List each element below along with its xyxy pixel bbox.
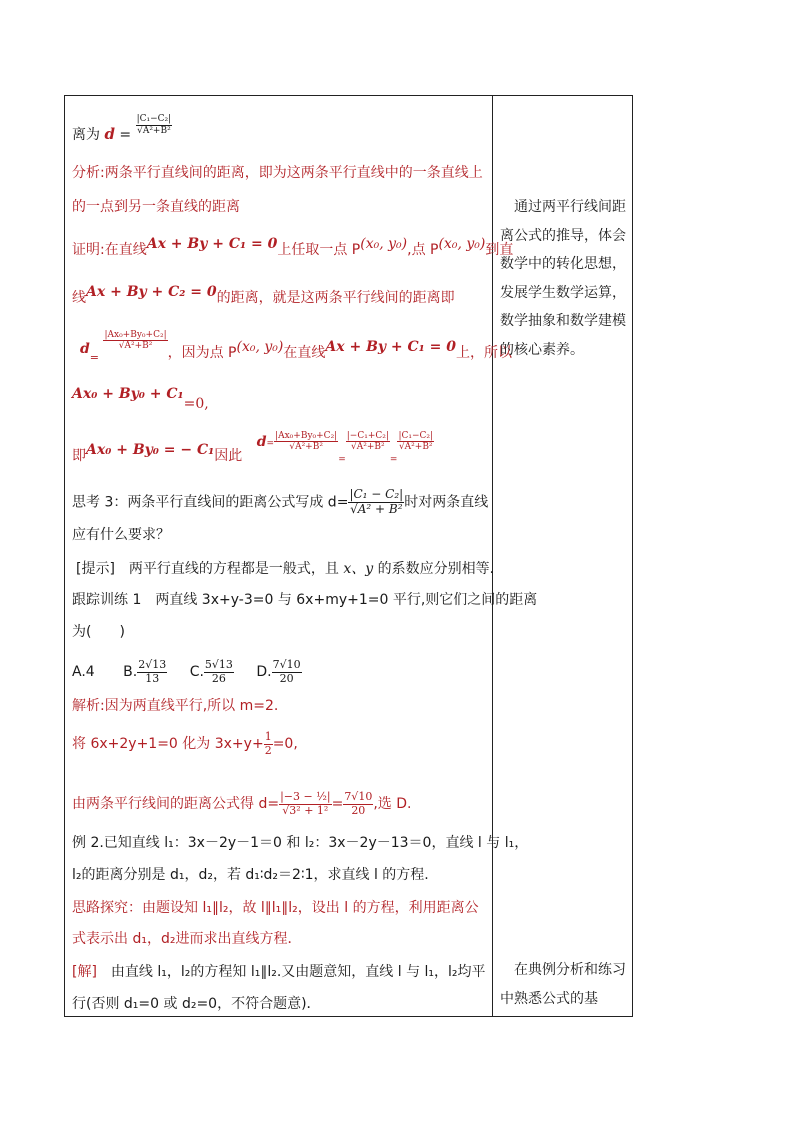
fraction-final-2 bbox=[346, 431, 390, 453]
proof-text-b: 上任取一点 P bbox=[277, 242, 361, 258]
fraction-numerator: 1 bbox=[264, 730, 272, 743]
hint-text-a: [提示] 两平行直线的方程都是一般式，且 bbox=[76, 561, 344, 577]
equation-line-1: Ax + By + C₁ = 0 bbox=[146, 236, 278, 252]
fraction-numerator: 7√10 bbox=[272, 658, 301, 671]
fraction-final-1 bbox=[274, 431, 338, 453]
fraction-denominator: √A²+B² bbox=[137, 125, 171, 136]
idea-line-1: 思路探究：由题设知 l₁∥l₂，故 l∥l₁∥l₂，设出 l 的方程，利用距离公 bbox=[72, 900, 479, 916]
line-distance-formula bbox=[72, 114, 172, 146]
analysis-line-1: 分析:两条平行直线间的距离，即为这两条平行直线中的一条直线上 bbox=[72, 165, 483, 181]
fraction-numerator: |Ax₀+By₀+C₂| bbox=[104, 330, 167, 340]
options-line bbox=[72, 659, 302, 685]
side-note-1: 通过两平行线间距离公式的推导，体会数学中的转化思想，发展学生数学运算，数学抽象和数学建模的核心素养。 bbox=[500, 199, 626, 358]
equals-sign-3: = bbox=[266, 438, 275, 449]
proof-text-j: =0, bbox=[183, 396, 209, 412]
fraction-denominator: 26 bbox=[211, 671, 226, 685]
proof-text-i: 上，所以 bbox=[456, 344, 513, 361]
solution-line-1: 解析:因为两直线平行,所以 m=2. bbox=[72, 698, 279, 714]
fraction-numerator: 5√13 bbox=[204, 658, 233, 671]
proof-text-c: ,点 P bbox=[407, 242, 439, 258]
column-divider bbox=[492, 95, 493, 1017]
answer-line-1 bbox=[72, 962, 486, 982]
equation-ax0-neg-c1: Ax₀ + By₀ = − C₁ bbox=[86, 441, 215, 458]
fraction-numerator: |Ax₀+By₀+C₂| bbox=[275, 431, 338, 441]
fraction-denominator: √A²+B² bbox=[398, 442, 433, 453]
fraction-denominator: 20 bbox=[279, 671, 294, 685]
proof-text-k: 即 bbox=[72, 447, 86, 464]
exercise-1-line-1: 跟踪训练 1 两直线 3x+y-3=0 与 6x+my+1=0 平行,则它们之间的距离 bbox=[72, 592, 538, 608]
proof-text-h: 在直线 bbox=[283, 344, 326, 361]
fraction-denominator: 2 bbox=[264, 743, 272, 757]
fraction-denominator: √A²+B² bbox=[289, 442, 323, 453]
text-prefix: 离为 bbox=[72, 127, 100, 143]
idea-line-2: 式表示出 d₁，d₂进而求出直线方程． bbox=[72, 931, 302, 947]
think-3-text-b: 时对两条直线 bbox=[404, 494, 489, 511]
think-3-line-2: 应有什么要求？ bbox=[72, 527, 170, 543]
fraction-numerator: 2√13 bbox=[138, 658, 167, 671]
answer-text: 由直线 l₁，l₂的方程知 l₁∥l₂.又由题意知，直线 l 与 l₁，l₂均平 bbox=[96, 964, 486, 980]
fraction-ax0 bbox=[103, 330, 167, 352]
fraction-denominator: √A²+B² bbox=[118, 341, 153, 352]
example-2-line-2: l₂的距离分别是 d₁，d₂，若 d₁∶d₂＝2∶1，求直线 l 的方程. bbox=[72, 867, 429, 883]
proof-line-1 bbox=[72, 236, 514, 260]
think-3-text-a: 思考 3：两条平行直线间的距离公式写成 d= bbox=[72, 494, 349, 511]
fraction-numerator: |−3 − ½| bbox=[280, 790, 331, 803]
fraction-numerator: |C₁−C₂| bbox=[398, 431, 434, 441]
formula-d: d bbox=[104, 125, 115, 143]
proof-line-2 bbox=[72, 284, 455, 308]
fraction-numerator: 7√10 bbox=[344, 790, 373, 803]
proof-text-e: 线 bbox=[72, 290, 86, 306]
point-p: (x₀, y₀) bbox=[360, 236, 408, 252]
equals-sign-4: = bbox=[338, 454, 346, 465]
equation-line-3: Ax + By + C₁ = 0 bbox=[325, 338, 457, 355]
solution-line-3 bbox=[72, 791, 411, 817]
proof-text-l: 因此 bbox=[214, 447, 243, 464]
formula-d-2: d bbox=[80, 340, 90, 357]
answer-line-2: 行(否则 d₁=0 或 d₂=0，不符合题意)． bbox=[72, 996, 321, 1012]
hint-xy: x、y bbox=[343, 561, 374, 577]
fraction-numerator: |C₁−C₂| bbox=[136, 114, 172, 125]
example-2-line-1: 例 2.已知直线 l₁：3x－2y－1＝0 和 l₂：3x－2y－13＝0，直线 l 与 l₁， bbox=[72, 835, 529, 851]
think-3-line bbox=[72, 488, 488, 517]
fraction-think-3 bbox=[348, 488, 404, 517]
proof-line-3 bbox=[80, 330, 513, 364]
formula-d-3: d bbox=[256, 433, 267, 450]
fraction-denominator: √3² + 1² bbox=[282, 803, 329, 817]
fraction-numerator: |−C₁+C₂| bbox=[346, 431, 389, 441]
option-c-fraction bbox=[204, 659, 234, 685]
point-p-3: (x₀, y₀) bbox=[236, 338, 284, 355]
option-c-label: C. bbox=[189, 664, 204, 681]
option-d-fraction bbox=[272, 659, 302, 685]
hint-text-b: 的系数应分别相等． bbox=[373, 561, 504, 577]
equals-sign: = bbox=[119, 127, 132, 143]
solution-text-a: 将 6x+2y+1=0 化为 3x+y+ bbox=[72, 736, 264, 753]
solution-text-d: ,选 D. bbox=[373, 796, 412, 813]
option-d-label: D. bbox=[256, 664, 272, 681]
option-b-fraction bbox=[137, 659, 167, 685]
option-b-label: B. bbox=[123, 664, 138, 681]
analysis-line-2: 的一点到另一条直线的距离 bbox=[72, 199, 240, 215]
equals-sign-6: = bbox=[331, 796, 344, 813]
equals-sign-2: = bbox=[89, 350, 100, 364]
point-p-2: (x₀, y₀) bbox=[438, 236, 486, 252]
equation-ax0-c1: Ax₀ + By₀ + C₁ bbox=[72, 386, 184, 402]
fraction-numerator: |C₁ − C₂| bbox=[349, 487, 404, 501]
proof-text-g: ，因为点 P bbox=[167, 344, 237, 361]
fraction-denominator: 20 bbox=[351, 803, 366, 817]
fraction-final-3 bbox=[397, 431, 434, 453]
fraction-c1-c2 bbox=[136, 114, 173, 136]
option-a: A.4 bbox=[72, 664, 95, 681]
fraction-denominator: 13 bbox=[145, 671, 160, 685]
answer-tag: [解] bbox=[72, 964, 97, 980]
proof-line-5 bbox=[72, 431, 434, 468]
fraction-denominator: √A²+B² bbox=[351, 442, 385, 453]
solution-line-2 bbox=[72, 731, 298, 757]
equals-sign-5: = bbox=[389, 454, 398, 465]
side-note-2: 在典例分析和练习中熟悉公式的基 bbox=[500, 962, 626, 1007]
solution-text-b: =0, bbox=[272, 736, 298, 753]
hint-line bbox=[76, 559, 504, 579]
equation-line-2: Ax + By + C₂ = 0 bbox=[86, 284, 217, 300]
fraction-denominator: √A² + B² bbox=[350, 501, 403, 516]
proof-text-f: 的距离，就是这两条平行线间的距离即 bbox=[216, 290, 455, 306]
fraction-result bbox=[343, 791, 373, 817]
proof-line-4 bbox=[72, 386, 209, 412]
solution-text-c: 由两条平行线间的距离公式得 d= bbox=[72, 796, 280, 813]
exercise-1-line-2: 为( ) bbox=[72, 624, 125, 640]
fraction-distance-calc bbox=[279, 791, 332, 817]
proof-text-a: 证明:在直线 bbox=[72, 242, 147, 258]
fraction-one-half bbox=[264, 731, 273, 757]
proof-text-d: 到直 bbox=[485, 242, 514, 258]
